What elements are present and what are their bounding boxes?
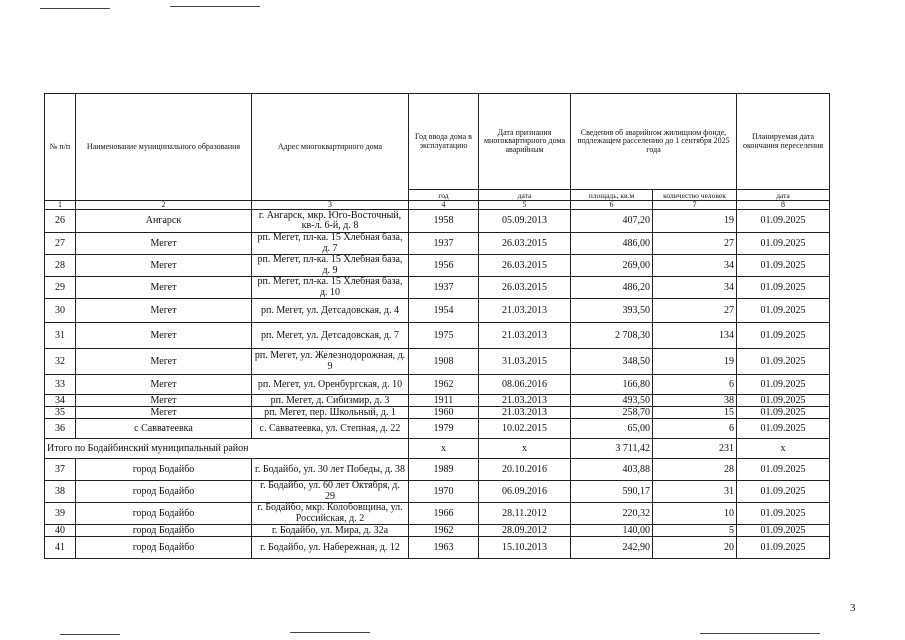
scan-mark — [290, 632, 370, 633]
table-row — [45, 233, 830, 255]
year-built: 1962 — [409, 525, 479, 537]
people-count: 20 — [653, 537, 737, 559]
planned-date: 01.09.2025 — [737, 395, 830, 407]
subheader-date2: дата — [737, 190, 830, 201]
area-sqm: 493,50 — [571, 395, 653, 407]
planned-date: 01.09.2025 — [737, 299, 830, 323]
planned-date: 01.09.2025 — [737, 349, 830, 375]
table-row — [45, 407, 830, 419]
people-count: 27 — [653, 299, 737, 323]
municipality-name: Мегет — [76, 323, 252, 349]
planned-date: 01.09.2025 — [737, 255, 830, 277]
year-built: 1911 — [409, 395, 479, 407]
area-sqm: 403,88 — [571, 459, 653, 481]
year-built: 1966 — [409, 503, 479, 525]
total-row — [45, 439, 830, 459]
year-built: 1975 — [409, 323, 479, 349]
planned-date: 01.09.2025 — [737, 407, 830, 419]
total-year: x — [409, 439, 479, 459]
total-label: Итого по Бодайбинский муниципальный район — [45, 439, 409, 459]
municipality-name: с Савватеевка — [76, 419, 252, 439]
people-count: 134 — [653, 323, 737, 349]
house-address: г. Бодайбо, мкр. Колобовщина, ул. Российская, д. 2 — [252, 503, 409, 525]
planned-date: 01.09.2025 — [737, 210, 830, 233]
table-row — [45, 503, 830, 525]
row-number: 29 — [45, 277, 76, 299]
municipality-name: Мегет — [76, 255, 252, 277]
total-date: x — [479, 439, 571, 459]
people-count: 15 — [653, 407, 737, 419]
emergency-date: 26.03.2015 — [479, 277, 571, 299]
year-built: 1962 — [409, 375, 479, 395]
column-number: 8 — [737, 201, 830, 210]
house-address: рп. Мегет, ул. Детсадовская, д. 7 — [252, 323, 409, 349]
planned-date: 01.09.2025 — [737, 419, 830, 439]
area-sqm: 486,00 — [571, 233, 653, 255]
municipality-name: город Бодайбо — [76, 481, 252, 503]
people-count: 19 — [653, 349, 737, 375]
emergency-date: 21.03.2013 — [479, 407, 571, 419]
row-number: 28 — [45, 255, 76, 277]
people-count: 5 — [653, 525, 737, 537]
row-number: 40 — [45, 525, 76, 537]
area-sqm: 407,20 — [571, 210, 653, 233]
area-sqm: 393,50 — [571, 299, 653, 323]
column-number: 7 — [653, 201, 737, 210]
planned-date: 01.09.2025 — [737, 481, 830, 503]
municipality-name: город Бодайбо — [76, 525, 252, 537]
people-count: 34 — [653, 277, 737, 299]
table-row — [45, 323, 830, 349]
table-row — [45, 395, 830, 407]
house-address: рп. Мегет, пл-ка. 15 Хлебная база, д. 7 — [252, 233, 409, 255]
planned-date: 01.09.2025 — [737, 233, 830, 255]
house-address: рп. Мегет, пл-ка. 15 Хлебная база, д. 10 — [252, 277, 409, 299]
table-row — [45, 459, 830, 481]
year-built: 1954 — [409, 299, 479, 323]
municipality-name: Мегет — [76, 349, 252, 375]
row-number: 41 — [45, 537, 76, 559]
municipality-name: Мегет — [76, 299, 252, 323]
year-built: 1958 — [409, 210, 479, 233]
people-count: 27 — [653, 233, 737, 255]
planned-date: 01.09.2025 — [737, 277, 830, 299]
table-row — [45, 299, 830, 323]
subheader-year: год — [409, 190, 479, 201]
emergency-date: 28.11.2012 — [479, 503, 571, 525]
municipality-name: Ангарск — [76, 210, 252, 233]
emergency-date: 20.10.2016 — [479, 459, 571, 481]
row-number: 38 — [45, 481, 76, 503]
planned-date: 01.09.2025 — [737, 525, 830, 537]
emergency-date: 06.09.2016 — [479, 481, 571, 503]
municipality-name: Мегет — [76, 233, 252, 255]
subheader-area: площадь, кв.м — [571, 190, 653, 201]
emergency-date: 21.03.2013 — [479, 323, 571, 349]
area-sqm: 258,70 — [571, 407, 653, 419]
column-number: 6 — [571, 201, 653, 210]
header-fund-info: Сведения об аварийном жилищном фонде, подлежащем расселению до 1 сентября 2025 года — [571, 94, 737, 190]
header-planned-date: Планируемая дата окончания переселения — [737, 94, 830, 190]
people-count: 28 — [653, 459, 737, 481]
house-address: рп. Мегет, пл-ка. 15 Хлебная база, д. 9 — [252, 255, 409, 277]
table-row — [45, 525, 830, 537]
municipality-name: Мегет — [76, 277, 252, 299]
total-planned: x — [737, 439, 830, 459]
emergency-date: 26.03.2015 — [479, 255, 571, 277]
table-row — [45, 537, 830, 559]
area-sqm: 486,20 — [571, 277, 653, 299]
column-number: 4 — [409, 201, 479, 210]
header-municipality: Наименование муниципального образования — [76, 94, 252, 201]
column-number: 2 — [76, 201, 252, 210]
planned-date: 01.09.2025 — [737, 323, 830, 349]
people-count: 31 — [653, 481, 737, 503]
house-address: с. Савватеевка, ул. Степная, д. 22 — [252, 419, 409, 439]
table-row — [45, 481, 830, 503]
row-number: 33 — [45, 375, 76, 395]
area-sqm: 140,00 — [571, 525, 653, 537]
row-number: 31 — [45, 323, 76, 349]
emergency-date: 28.09.2012 — [479, 525, 571, 537]
emergency-date: 15.10.2013 — [479, 537, 571, 559]
table-row — [45, 255, 830, 277]
municipality-name: город Бодайбо — [76, 537, 252, 559]
people-count: 34 — [653, 255, 737, 277]
house-address: рп. Мегет, д. Сибизмир, д. 3 — [252, 395, 409, 407]
municipality-name: город Бодайбо — [76, 459, 252, 481]
column-number-row — [45, 201, 830, 210]
house-address: г. Бодайбо, ул. Набережная, д. 12 — [252, 537, 409, 559]
table-header — [45, 94, 830, 190]
year-built: 1956 — [409, 255, 479, 277]
area-sqm: 590,17 — [571, 481, 653, 503]
emergency-date: 21.03.2013 — [479, 395, 571, 407]
house-address: г. Бодайбо, ул. 30 лет Победы, д. 38 — [252, 459, 409, 481]
house-address: рп. Мегет, пер. Школьный, д. 1 — [252, 407, 409, 419]
municipality-name: Мегет — [76, 375, 252, 395]
header-address: Адрес многоквартирного дома — [252, 94, 409, 201]
table-body-2 — [45, 459, 830, 559]
area-sqm: 348,50 — [571, 349, 653, 375]
row-number: 32 — [45, 349, 76, 375]
resettlement-table — [44, 93, 830, 559]
people-count: 6 — [653, 419, 737, 439]
row-number: 27 — [45, 233, 76, 255]
column-number: 5 — [479, 201, 571, 210]
municipality-name: Мегет — [76, 407, 252, 419]
row-number: 34 — [45, 395, 76, 407]
table-row — [45, 210, 830, 233]
area-sqm: 220,32 — [571, 503, 653, 525]
total-area: 3 711,42 — [571, 439, 653, 459]
row-number: 36 — [45, 419, 76, 439]
year-built: 1937 — [409, 277, 479, 299]
house-address: г. Бодайбо, ул. 60 лет Октября, д. 29 — [252, 481, 409, 503]
year-built: 1937 — [409, 233, 479, 255]
scan-mark — [700, 633, 820, 634]
year-built: 1963 — [409, 537, 479, 559]
area-sqm: 166,80 — [571, 375, 653, 395]
total-people: 231 — [653, 439, 737, 459]
area-sqm: 65,00 — [571, 419, 653, 439]
table-row — [45, 375, 830, 395]
house-address: рп. Мегет, ул. Железнодорожная, д. 9 — [252, 349, 409, 375]
people-count: 19 — [653, 210, 737, 233]
year-built: 1989 — [409, 459, 479, 481]
column-number: 1 — [45, 201, 76, 210]
area-sqm: 2 708,30 — [571, 323, 653, 349]
emergency-date: 31.03.2015 — [479, 349, 571, 375]
row-number: 35 — [45, 407, 76, 419]
planned-date: 01.09.2025 — [737, 537, 830, 559]
people-count: 6 — [653, 375, 737, 395]
house-address: рп. Мегет, ул. Детсадовская, д. 4 — [252, 299, 409, 323]
scan-mark — [40, 8, 110, 9]
house-address: г. Бодайбо, ул. Мира, д. 32а — [252, 525, 409, 537]
header-no: № п/п — [45, 94, 76, 201]
year-built: 1979 — [409, 419, 479, 439]
page-number: 3 — [850, 602, 856, 614]
planned-date: 01.09.2025 — [737, 459, 830, 481]
row-number: 30 — [45, 299, 76, 323]
emergency-date: 05.09.2013 — [479, 210, 571, 233]
subheader-date: дата — [479, 190, 571, 201]
emergency-date: 26.03.2015 — [479, 233, 571, 255]
year-built: 1908 — [409, 349, 479, 375]
planned-date: 01.09.2025 — [737, 375, 830, 395]
planned-date: 01.09.2025 — [737, 503, 830, 525]
column-number: 3 — [252, 201, 409, 210]
house-address: г. Ангарск, мкр. Юго-Восточный, кв-л. 6-й, д. 8 — [252, 210, 409, 233]
year-built: 1970 — [409, 481, 479, 503]
people-count: 10 — [653, 503, 737, 525]
table-body-1 — [45, 210, 830, 439]
year-built: 1960 — [409, 407, 479, 419]
emergency-date: 10.02.2015 — [479, 419, 571, 439]
table-row — [45, 277, 830, 299]
municipality-name: Мегет — [76, 395, 252, 407]
header-year-built: Год ввода дома в эксплуатацию — [409, 94, 479, 190]
subheader-people: количество человек — [653, 190, 737, 201]
row-number: 37 — [45, 459, 76, 481]
area-sqm: 242,90 — [571, 537, 653, 559]
table-row — [45, 349, 830, 375]
header-emergency-date: Дата признания многоквартирного дома аварийным — [479, 94, 571, 190]
row-number: 26 — [45, 210, 76, 233]
emergency-date: 08.06.2016 — [479, 375, 571, 395]
house-address: рп. Мегет, ул. Оренбургская, д. 10 — [252, 375, 409, 395]
scan-mark — [170, 6, 260, 7]
people-count: 38 — [653, 395, 737, 407]
scan-mark — [60, 634, 120, 635]
table-row — [45, 419, 830, 439]
area-sqm: 269,00 — [571, 255, 653, 277]
municipality-name: город Бодайбо — [76, 503, 252, 525]
row-number: 39 — [45, 503, 76, 525]
emergency-date: 21.03.2013 — [479, 299, 571, 323]
